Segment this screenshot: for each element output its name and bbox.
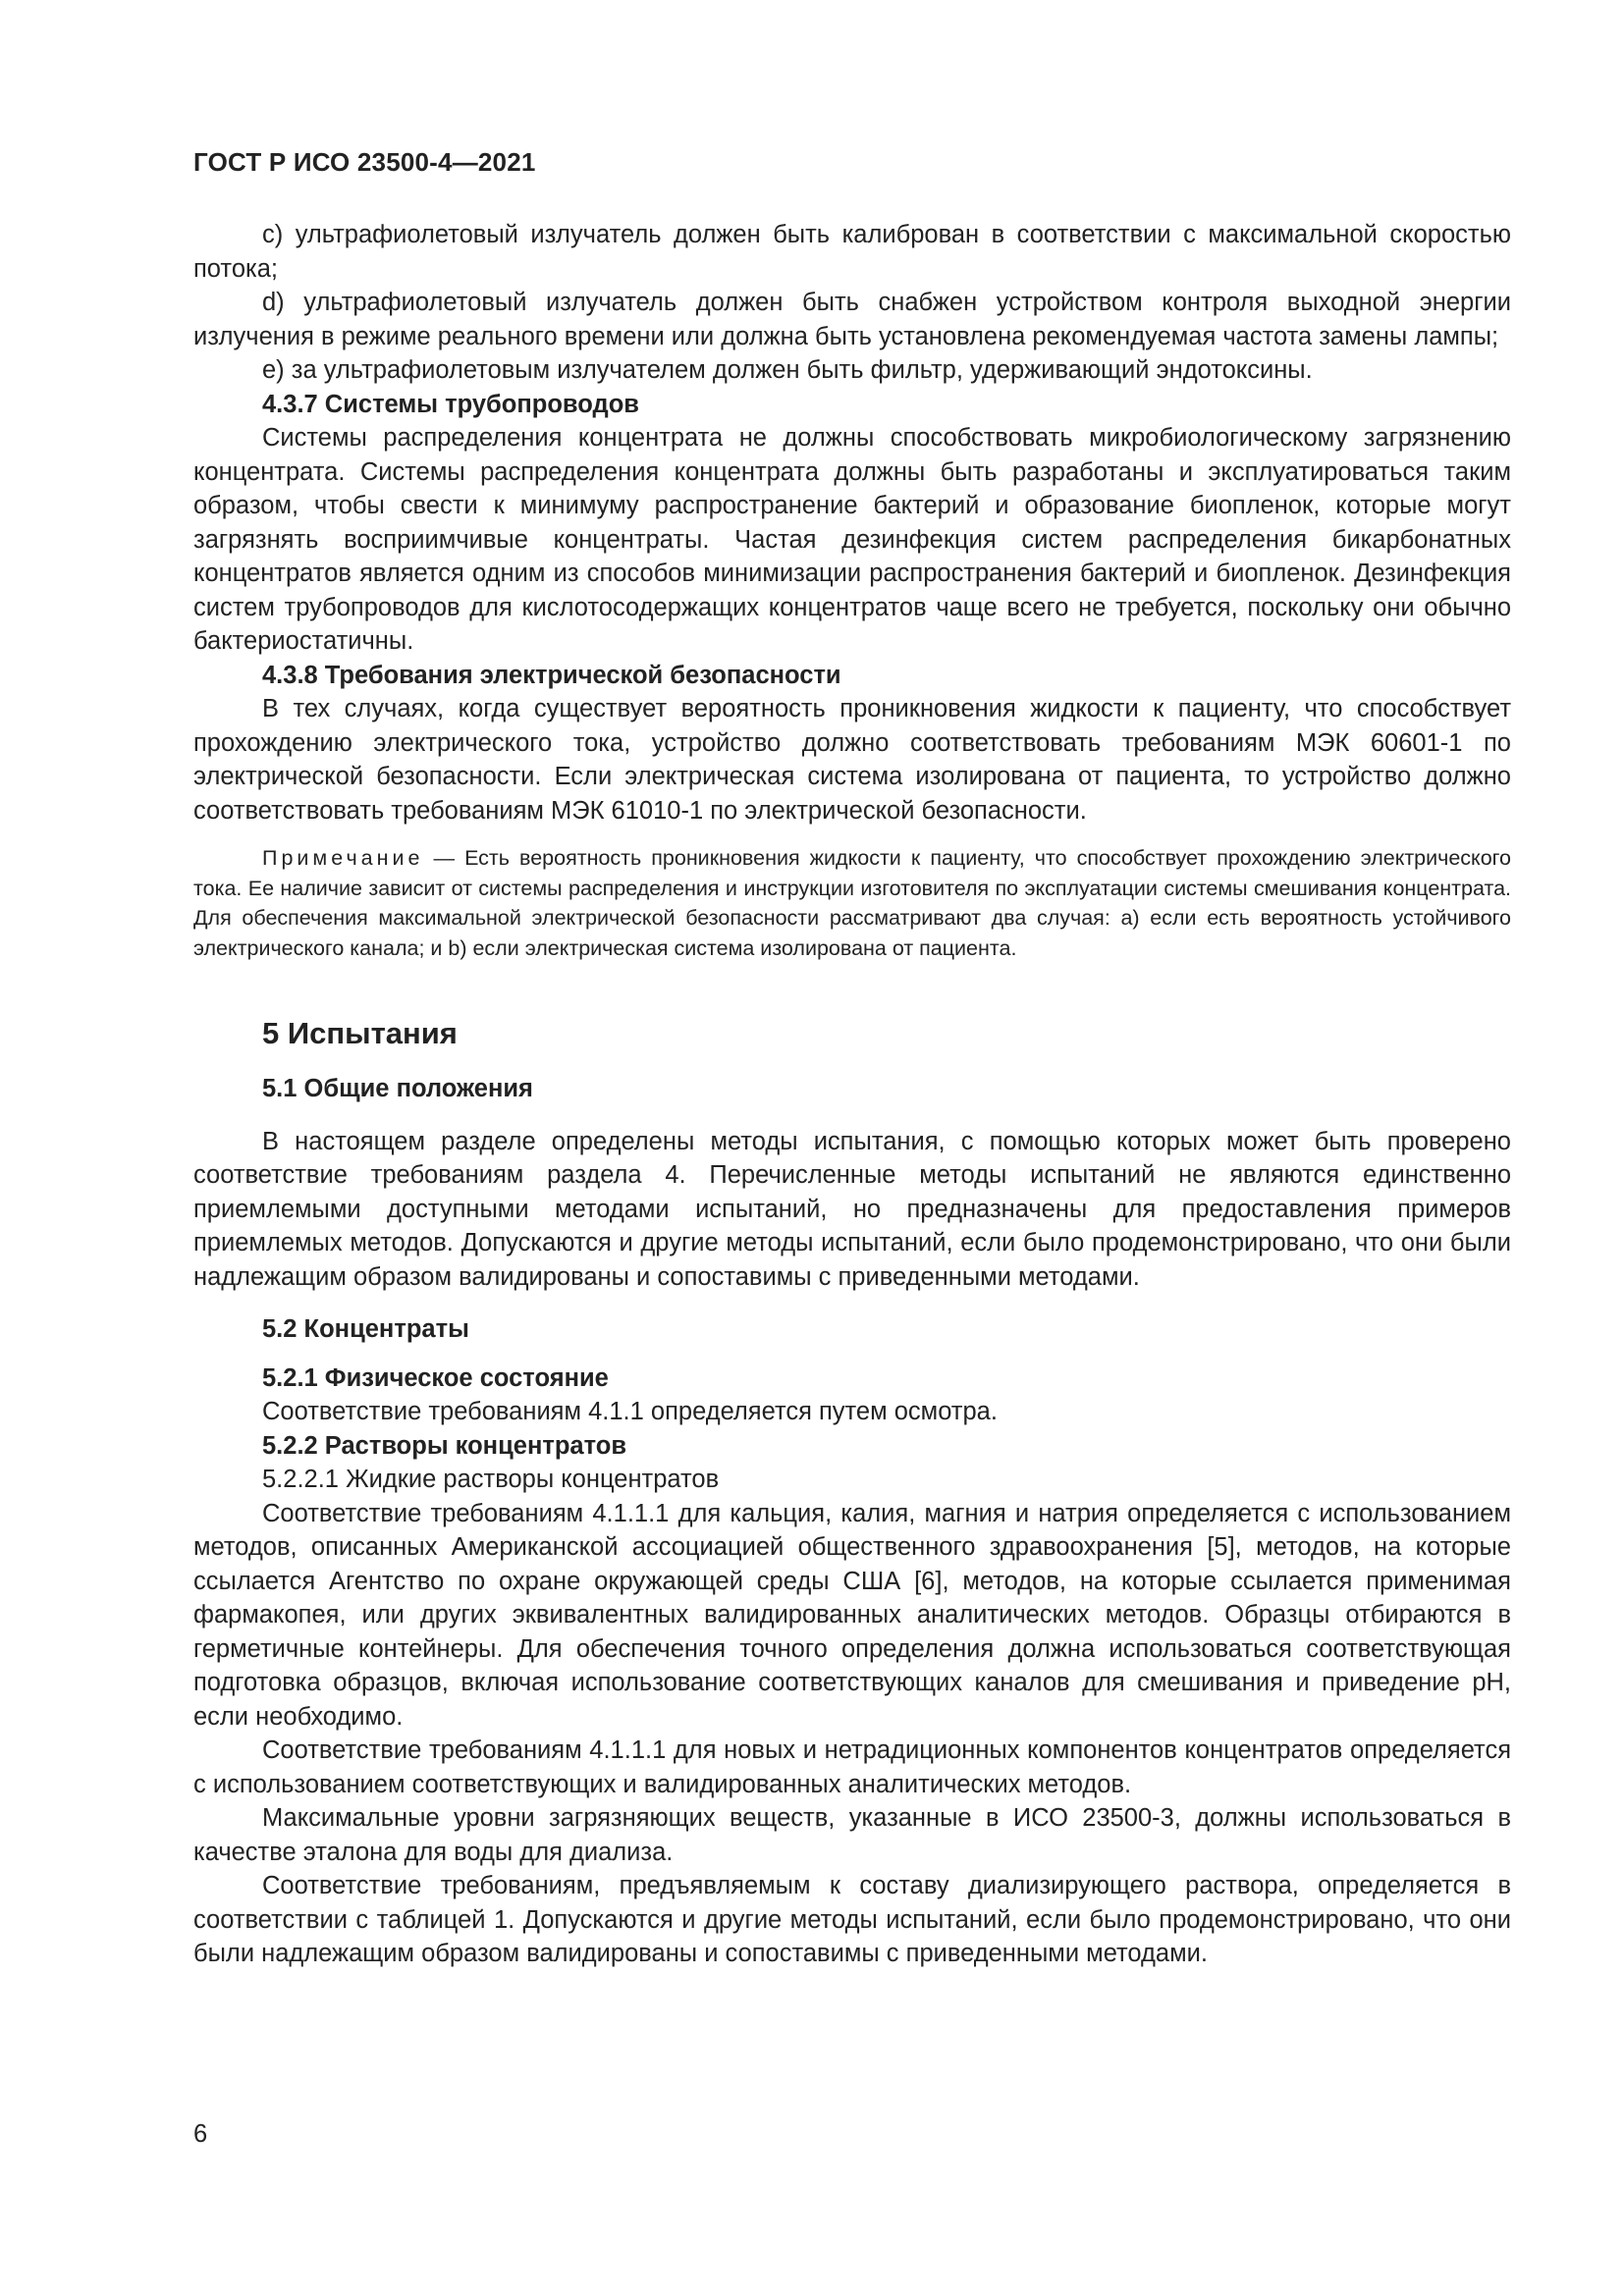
section-4-3-7-heading: 4.3.7 Системы трубопроводов <box>262 390 639 418</box>
section-5-2-2-paragraph: Соответствие требованиям 4.1.1.1 для кальция, калия, магния и натрия определяется с использованием методов, описанных Американской ассоциацией общественного здравоохранения [5], методов, на которые ссылается Агентство по охране окружающей среды США [6], методов, на которые ссылается применимая фармакопея, или других эквивалентных валидированных аналитических методов. Образцы отбираются в герметичные контейнеры. Для обеспечения точного определения должна использоваться соответствующая подготовка образцов, включая использование соответствующих каналов для смешивания и приведение pH, если необходимо. <box>193 1499 1511 1731</box>
section-5-2-heading: 5.2 Концентраты <box>262 1315 469 1343</box>
list-item-c: c) ультрафиолетовый излучатель должен быть калиброван в соответствии с максимальной скоростью потока; <box>193 221 1511 283</box>
section-5-1-heading: 5.1 Общие положения <box>262 1075 533 1102</box>
section-5-2-2-paragraph: Максимальные уровни загрязняющих веществ, указанные в ИСО 23500-3, должны использоваться в качестве эталона для воды для диализа. <box>193 1804 1511 1866</box>
section-5-2-2-paragraph: Соответствие требованиям 4.1.1.1 для новых и нетрадиционных компонентов концентратов определяется с использованием соответствующих и валидированных аналитических методов. <box>193 1736 1511 1798</box>
section-4-3-8-heading: 4.3.8 Требования электрической безопасности <box>262 661 841 689</box>
section-5-2-2-1-subheading: 5.2.2.1 Жидкие растворы концентратов <box>262 1466 720 1493</box>
page-content <box>193 218 1511 1971</box>
section-4-3-7-text: Системы распределения концентрата не должны способствовать микробиологическому загрязнению концентрата. Системы распределения концентрата должны быть разработаны и эксплуатироваться таким образом, чтобы свести к минимуму распространение бактерий и образование биопленок, которые могут загрязнять восприимчивые концентраты. Частая дезинфекция систем распределения бикарбонатных концентратов является одним из способов минимизации распространения бактерий и биопленок. Дезинфекция систем трубопроводов для кислотосодержащих концентратов чаще всего не требуется, поскольку они обычно бактериостатичны. <box>193 424 1511 655</box>
note-label: Примечание <box>262 846 424 870</box>
list-item-e: e) за ультрафиолетовым излучателем должен быть фильтр, удерживающий эндотоксины. <box>262 356 1313 384</box>
section-5-1-text: В настоящем разделе определены методы испытания, с помощью которых может быть проверено соответствие требованиям раздела 4. Перечисленные методы испытаний не являются единственно приемлемыми доступными методами испытаний, но предназначены для предоставления примеров приемлемых методов. Допускаются и другие методы испытаний, если было продемонстрировано, что они были надлежащим образом валидированы и сопоставимы с приведенными методами. <box>193 1127 1511 1291</box>
page-number: 6 <box>193 2120 208 2148</box>
document-header: ГОСТ Р ИСО 23500-4—2021 <box>193 147 536 177</box>
section-5-2-2-paragraph: Соответствие требованиям, предъявляемым к составу диализирующего раствора, определяется в соответствии с таблицей 1. Допускаются и другие методы испытаний, если было продемонстрировано, что они были надлежащим образом валидированы и сопоставимы с приведенными методами. <box>193 1872 1511 1967</box>
section-5-2-1-text: Соответствие требованиям 4.1.1 определяется путем осмотра. <box>262 1398 998 1425</box>
section-5-2-2-heading: 5.2.2 Растворы концентратов <box>262 1431 626 1460</box>
note-paragraph <box>193 843 1511 963</box>
list-item-d: d) ультрафиолетовый излучатель должен быть снабжен устройством контроля выходной энергии излучения в режиме реального времени или должна быть установлена рекомендуемая частота замены лампы; <box>193 289 1511 350</box>
note-text: — Есть вероятность проникновения жидкости к пациенту, что способствует прохождению электрического тока. Ее наличие зависит от системы распределения и инструкции изготовителя по эксплуатации системы смешивания концентрата. Для обеспечения максимальной электрической безопасности рассматривают два случая: а) если есть вероятность устойчивого электрического канала; и b) если электрическая система изолирована от пациента. <box>193 846 1511 960</box>
section-5-heading: 5 Испытания <box>262 1016 458 1050</box>
section-4-3-8-text: В тех случаях, когда существует вероятность проникновения жидкости к пациенту, что способствует прохождению электрического тока, устройство должно соответствовать требованиям МЭК 60601-1 по электрической безопасности. Если электрическая система изолирована от пациента, то устройство должно соответствовать требованиям МЭК 61010-1 по электрической безопасности. <box>193 695 1511 825</box>
section-5-2-1-heading: 5.2.1 Физическое состояние <box>262 1363 609 1392</box>
